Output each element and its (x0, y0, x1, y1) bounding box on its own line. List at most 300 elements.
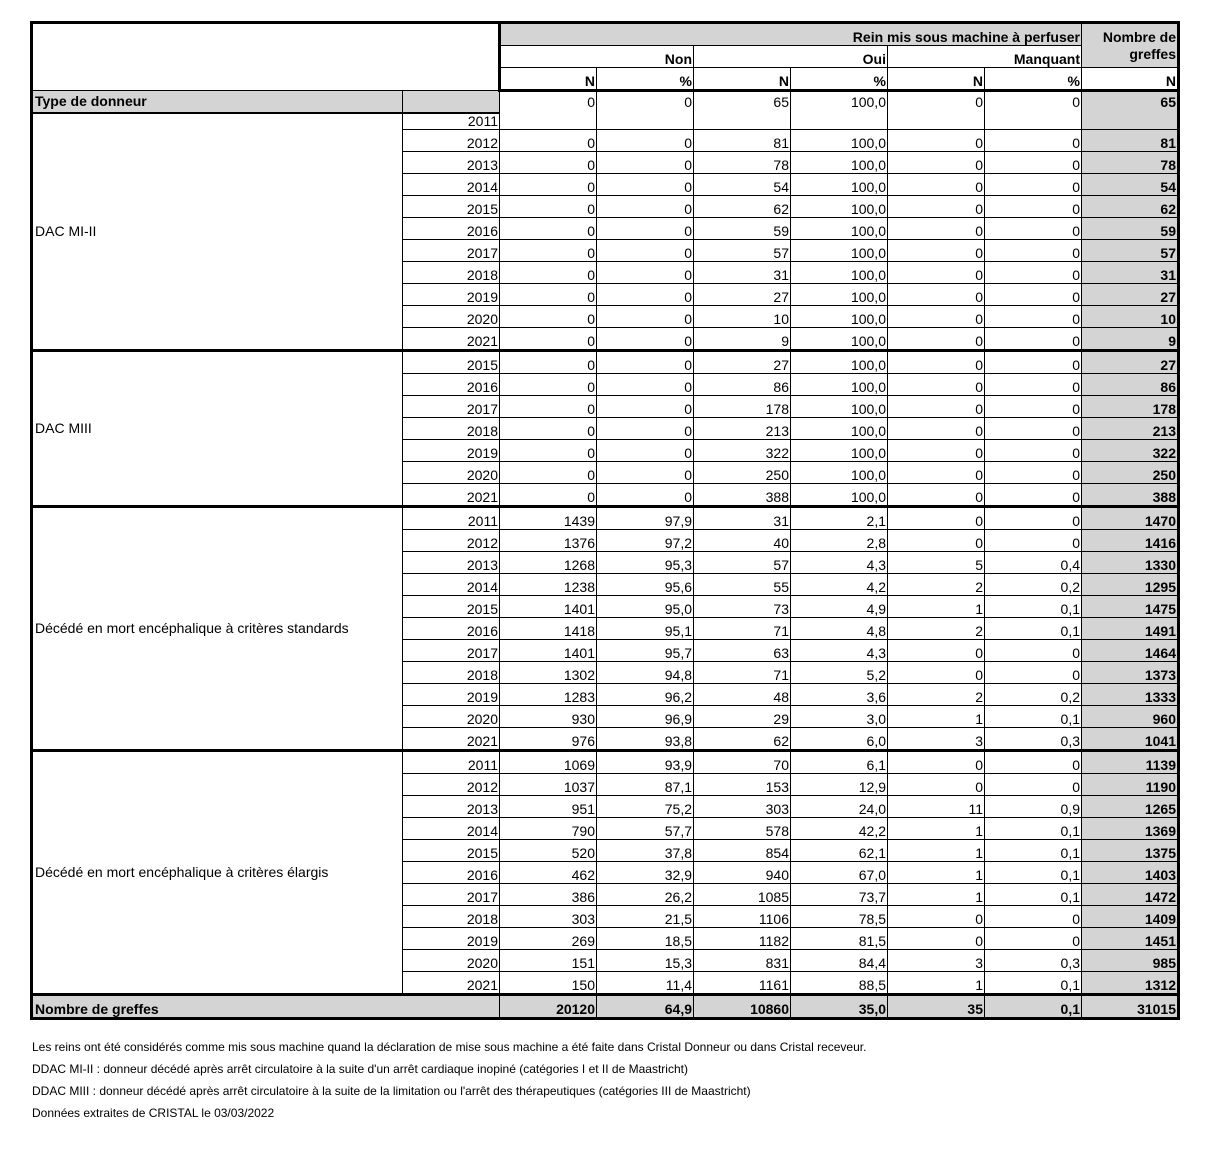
man-pct-cell: 0 (985, 640, 1082, 662)
non-pct-cell: 0 (597, 174, 694, 196)
oui-n-cell: 578 (694, 818, 791, 840)
total-cell: 250 (1082, 462, 1179, 484)
total-cell: 1295 (1082, 574, 1179, 596)
machine-perfusion-header: Rein mis sous machine à perfuser (500, 23, 1082, 46)
non-n-cell: 151 (500, 950, 597, 972)
oui-n-cell: 940 (694, 862, 791, 884)
year-cell: 2013 (403, 152, 500, 174)
oui-n-cell: 9 (694, 328, 791, 351)
oui-n-header: N (694, 68, 791, 91)
total-cell: 1373 (1082, 662, 1179, 684)
footnotes (32, 1036, 866, 1124)
non-n-cell: 269 (500, 928, 597, 950)
man-n-cell: 0 (888, 306, 985, 328)
man-pct-cell: 0,3 (985, 728, 1082, 751)
man-n-cell: 11 (888, 796, 985, 818)
man-pct-cell: 0,3 (985, 950, 1082, 972)
man-n-cell: 1 (888, 596, 985, 618)
year-cell: 2018 (403, 906, 500, 928)
oui-pct-cell: 100,0 (791, 440, 888, 462)
man-pct-cell: 0,1 (985, 818, 1082, 840)
year-cell: 2013 (403, 796, 500, 818)
oui-n-cell: 31 (694, 507, 791, 530)
oui-pct-cell: 100,0 (791, 91, 888, 114)
man-n-cell: 2 (888, 574, 985, 596)
oui-pct-cell: 5,2 (791, 662, 888, 684)
oui-pct-cell: 100,0 (791, 152, 888, 174)
non-n-cell: 0 (500, 462, 597, 484)
oui-pct-cell: 62,1 (791, 840, 888, 862)
non-n-cell: 0 (500, 130, 597, 152)
year-cell: 2013 (403, 552, 500, 574)
oui-pct-cell: 100,0 (791, 262, 888, 284)
non-n-cell: 0 (500, 306, 597, 328)
oui-n-cell: 71 (694, 618, 791, 640)
merged-cell-filler (694, 113, 791, 130)
non-n-cell: 976 (500, 728, 597, 751)
man-n-cell: 0 (888, 174, 985, 196)
man-n-cell: 2 (888, 684, 985, 706)
oui-n-cell: 27 (694, 284, 791, 306)
manquant-header: Manquant (888, 46, 1082, 68)
table-row (32, 113, 1179, 130)
non-pct-cell: 0 (597, 351, 694, 374)
non-n-cell: 790 (500, 818, 597, 840)
table-row (32, 751, 1179, 774)
total-cell: 31 (1082, 262, 1179, 284)
man-n-cell: 1 (888, 818, 985, 840)
man-n-cell: 0 (888, 418, 985, 440)
man-n-cell: 3 (888, 950, 985, 972)
total-oui-pct-cell: 35,0 (791, 995, 888, 1019)
total-cell: 322 (1082, 440, 1179, 462)
oui-n-cell: 57 (694, 240, 791, 262)
oui-pct-cell: 6,1 (791, 751, 888, 774)
non-n-cell: 0 (500, 196, 597, 218)
total-cell: 1416 (1082, 530, 1179, 552)
total-cell: 1475 (1082, 596, 1179, 618)
total-cell: 1464 (1082, 640, 1179, 662)
total-non-n-cell: 20120 (500, 995, 597, 1019)
non-pct-cell: 97,9 (597, 507, 694, 530)
man-n-cell: 0 (888, 440, 985, 462)
total-non-pct-cell: 64,9 (597, 995, 694, 1019)
total-cell: 1409 (1082, 906, 1179, 928)
man-pct-cell: 0,1 (985, 840, 1082, 862)
man-n-cell: 0 (888, 152, 985, 174)
oui-pct-cell: 100,0 (791, 196, 888, 218)
total-cell: 27 (1082, 351, 1179, 374)
man-pct-cell: 0,1 (985, 596, 1082, 618)
type-donneur-header: Type de donneur (32, 91, 403, 114)
non-pct-cell: 18,5 (597, 928, 694, 950)
man-n-cell: 0 (888, 396, 985, 418)
non-n-cell: 1418 (500, 618, 597, 640)
year-cell: 2015 (403, 596, 500, 618)
non-pct-cell: 0 (597, 262, 694, 284)
oui-n-cell: 831 (694, 950, 791, 972)
year-cell: 2020 (403, 306, 500, 328)
non-pct-cell: 15,3 (597, 950, 694, 972)
non-pct-cell: 37,8 (597, 840, 694, 862)
non-n-header: N (500, 68, 597, 91)
year-cell: 2016 (403, 218, 500, 240)
man-n-cell: 0 (888, 351, 985, 374)
non-pct-cell: 95,3 (597, 552, 694, 574)
non-n-cell: 386 (500, 884, 597, 906)
man-n-cell: 5 (888, 552, 985, 574)
oui-n-cell: 322 (694, 440, 791, 462)
man-pct-cell: 0 (985, 196, 1082, 218)
non-pct-cell: 95,6 (597, 574, 694, 596)
man-pct-cell: 0 (985, 152, 1082, 174)
man-n-cell: 0 (888, 218, 985, 240)
total-cell: 1451 (1082, 928, 1179, 950)
non-n-cell: 0 (500, 328, 597, 351)
man-n-cell: 0 (888, 240, 985, 262)
oui-n-cell: 153 (694, 774, 791, 796)
non-n-cell: 930 (500, 706, 597, 728)
man-pct-cell: 0 (985, 418, 1082, 440)
oui-n-cell: 388 (694, 484, 791, 507)
year-cell: 2017 (403, 884, 500, 906)
man-pct-cell: 0 (985, 218, 1082, 240)
total-man-pct-cell: 0,1 (985, 995, 1082, 1019)
year-cell: 2014 (403, 818, 500, 840)
non-pct-cell: 95,1 (597, 618, 694, 640)
oui-n-cell: 1182 (694, 928, 791, 950)
oui-n-cell: 65 (694, 91, 791, 114)
year-cell: 2020 (403, 462, 500, 484)
man-pct-cell: 0 (985, 662, 1082, 684)
non-n-cell: 1439 (500, 507, 597, 530)
non-n-cell: 1401 (500, 596, 597, 618)
oui-pct-cell: 4,3 (791, 552, 888, 574)
non-n-cell: 0 (500, 262, 597, 284)
total-row (32, 995, 1179, 1019)
year-cell: 2017 (403, 640, 500, 662)
man-pct-cell: 0 (985, 374, 1082, 396)
non-n-cell: 1302 (500, 662, 597, 684)
non-n-cell: 0 (500, 484, 597, 507)
total-n-header: N (1082, 68, 1179, 91)
man-pct-cell: 0 (985, 906, 1082, 928)
oui-n-cell: 27 (694, 351, 791, 374)
donor-type-label: Décédé en mort encéphalique à critères élargis (32, 751, 403, 995)
oui-pct-cell: 2,8 (791, 530, 888, 552)
non-n-cell: 1037 (500, 774, 597, 796)
non-pct-cell: 96,2 (597, 684, 694, 706)
non-pct-cell: 26,2 (597, 884, 694, 906)
man-pct-cell: 0,1 (985, 706, 1082, 728)
oui-pct-cell: 88,5 (791, 972, 888, 995)
non-pct-cell: 75,2 (597, 796, 694, 818)
non-pct-cell: 95,0 (597, 596, 694, 618)
oui-pct-cell: 3,6 (791, 684, 888, 706)
oui-n-cell: 59 (694, 218, 791, 240)
man-n-cell: 1 (888, 706, 985, 728)
oui-n-cell: 1085 (694, 884, 791, 906)
oui-pct-cell: 73,7 (791, 884, 888, 906)
oui-pct-header: % (791, 68, 888, 91)
oui-n-cell: 71 (694, 662, 791, 684)
man-n-cell: 0 (888, 751, 985, 774)
oui-n-cell: 10 (694, 306, 791, 328)
man-n-cell: 0 (888, 374, 985, 396)
non-n-cell: 303 (500, 906, 597, 928)
man-pct-cell: 0 (985, 240, 1082, 262)
man-pct-cell: 0 (985, 174, 1082, 196)
donor-type-label: DAC MI-II (32, 113, 403, 351)
oui-n-cell: 86 (694, 374, 791, 396)
oui-pct-cell: 4,8 (791, 618, 888, 640)
man-pct-cell: 0,1 (985, 972, 1082, 995)
merged-cell-filler (1082, 113, 1179, 130)
oui-header: Oui (694, 46, 888, 68)
footnote: Les reins ont été considérés comme mis sous machine quand la déclaration de mise sous machine a été faite dans Cristal Donneur ou dans Cristal receveur. (32, 1040, 867, 1054)
man-pct-cell: 0 (985, 284, 1082, 306)
year-cell: 2019 (403, 684, 500, 706)
year-cell: 2011 (403, 113, 500, 130)
oui-n-cell: 81 (694, 130, 791, 152)
man-pct-cell: 0 (985, 351, 1082, 374)
total-cell: 1472 (1082, 884, 1179, 906)
man-pct-cell: 0 (985, 530, 1082, 552)
year-cell: 2021 (403, 972, 500, 995)
non-pct-cell: 0 (597, 91, 694, 114)
non-n-cell: 0 (500, 218, 597, 240)
merged-cell-filler (985, 113, 1082, 130)
oui-pct-cell: 67,0 (791, 862, 888, 884)
man-pct-cell: 0,1 (985, 884, 1082, 906)
oui-pct-cell: 24,0 (791, 796, 888, 818)
man-n-cell: 1 (888, 972, 985, 995)
non-n-cell: 0 (500, 374, 597, 396)
total-cell: 78 (1082, 152, 1179, 174)
total-cell: 27 (1082, 284, 1179, 306)
total-cell: 1470 (1082, 507, 1179, 530)
total-cell: 1491 (1082, 618, 1179, 640)
manquant-pct-header: % (985, 68, 1082, 91)
man-pct-cell: 0 (985, 928, 1082, 950)
year-cell: 2020 (403, 950, 500, 972)
merged-cell-filler (791, 113, 888, 130)
oui-pct-cell: 100,0 (791, 418, 888, 440)
total-oui-n-cell: 10860 (694, 995, 791, 1019)
oui-pct-cell: 100,0 (791, 174, 888, 196)
man-pct-cell: 0,1 (985, 618, 1082, 640)
total-cell: 388 (1082, 484, 1179, 507)
total-cell: 1139 (1082, 751, 1179, 774)
man-pct-cell: 0 (985, 484, 1082, 507)
oui-pct-cell: 100,0 (791, 351, 888, 374)
year-cell: 2016 (403, 374, 500, 396)
merged-cell-filler (500, 113, 597, 130)
oui-pct-cell: 6,0 (791, 728, 888, 751)
man-n-cell: 0 (888, 928, 985, 950)
oui-n-cell: 54 (694, 174, 791, 196)
man-n-cell: 0 (888, 262, 985, 284)
man-pct-cell: 0 (985, 396, 1082, 418)
man-n-cell: 0 (888, 484, 985, 507)
year-cell: 2019 (403, 284, 500, 306)
man-n-cell: 0 (888, 774, 985, 796)
total-cell: 86 (1082, 374, 1179, 396)
year-cell: 2014 (403, 174, 500, 196)
non-pct-cell: 57,7 (597, 818, 694, 840)
total-cell: 81 (1082, 130, 1179, 152)
non-n-cell: 0 (500, 418, 597, 440)
footnote: DDAC MIII : donneur décédé après arrêt circulatoire à la suite de la limitation ou l'arrêt des thérapeutiques (catégories III de Maastricht) (32, 1084, 751, 1098)
oui-n-cell: 62 (694, 728, 791, 751)
total-cell: 9 (1082, 328, 1179, 351)
kidney-perfusion-table (30, 21, 1180, 1020)
man-n-cell: 2 (888, 618, 985, 640)
year-cell: 2018 (403, 662, 500, 684)
man-pct-cell: 0,2 (985, 574, 1082, 596)
year-cell: 2015 (403, 840, 500, 862)
non-n-cell: 1376 (500, 530, 597, 552)
year-cell: 2016 (403, 862, 500, 884)
non-pct-cell: 0 (597, 218, 694, 240)
merged-cell-filler (597, 113, 694, 130)
year-cell: 2018 (403, 262, 500, 284)
donor-type-label: Décédé en mort encéphalique à critères standards (32, 507, 403, 751)
total-cell: 1369 (1082, 818, 1179, 840)
year-cell: 2019 (403, 440, 500, 462)
non-pct-cell: 11,4 (597, 972, 694, 995)
oui-pct-cell: 12,9 (791, 774, 888, 796)
non-n-cell: 0 (500, 351, 597, 374)
man-n-cell: 0 (888, 328, 985, 351)
table-row (32, 351, 1179, 374)
non-pct-cell: 87,1 (597, 774, 694, 796)
non-pct-cell: 95,7 (597, 640, 694, 662)
total-cell: 1375 (1082, 840, 1179, 862)
year-cell: 2021 (403, 728, 500, 751)
table-row (32, 507, 1179, 530)
non-pct-cell: 96,9 (597, 706, 694, 728)
non-n-cell: 0 (500, 91, 597, 114)
total-row-label: Nombre de greffes (32, 995, 500, 1019)
oui-pct-cell: 78,5 (791, 906, 888, 928)
non-pct-cell: 32,9 (597, 862, 694, 884)
total-cell: 62 (1082, 196, 1179, 218)
merged-cell-filler (888, 113, 985, 130)
non-n-cell: 0 (500, 240, 597, 262)
man-n-cell: 0 (888, 530, 985, 552)
year-cell: 2019 (403, 928, 500, 950)
man-n-cell: 1 (888, 862, 985, 884)
non-n-cell: 1401 (500, 640, 597, 662)
year-cell: 2017 (403, 396, 500, 418)
non-pct-cell: 93,8 (597, 728, 694, 751)
total-cell: 1312 (1082, 972, 1179, 995)
oui-n-cell: 1106 (694, 906, 791, 928)
man-pct-cell: 0 (985, 507, 1082, 530)
total-total-cell: 31015 (1082, 995, 1179, 1019)
year-cell: 2012 (403, 774, 500, 796)
non-pct-cell: 0 (597, 484, 694, 507)
non-n-cell: 951 (500, 796, 597, 818)
year-cell: 2021 (403, 328, 500, 351)
total-cell: 1265 (1082, 796, 1179, 818)
footnote: DDAC MI-II : donneur décédé après arrêt circulatoire à la suite d'un arrêt cardiaque inopiné (catégories I et II de Maastricht) (32, 1062, 688, 1076)
oui-n-cell: 57 (694, 552, 791, 574)
man-n-cell: 0 (888, 91, 985, 114)
man-n-cell: 1 (888, 884, 985, 906)
oui-pct-cell: 4,2 (791, 574, 888, 596)
man-n-cell: 0 (888, 462, 985, 484)
non-n-cell: 1069 (500, 751, 597, 774)
non-n-cell: 0 (500, 152, 597, 174)
oui-pct-cell: 100,0 (791, 284, 888, 306)
year-cell: 2015 (403, 351, 500, 374)
oui-pct-cell: 100,0 (791, 240, 888, 262)
man-n-cell: 0 (888, 507, 985, 530)
non-pct-cell: 0 (597, 196, 694, 218)
total-cell: 213 (1082, 418, 1179, 440)
non-header: Non (500, 46, 694, 68)
non-n-cell: 462 (500, 862, 597, 884)
non-n-cell: 150 (500, 972, 597, 995)
man-pct-cell: 0 (985, 91, 1082, 114)
oui-pct-cell: 84,4 (791, 950, 888, 972)
oui-pct-cell: 4,3 (791, 640, 888, 662)
oui-n-cell: 854 (694, 840, 791, 862)
non-pct-header: % (597, 68, 694, 91)
non-n-cell: 0 (500, 284, 597, 306)
table-row (32, 91, 1179, 114)
oui-n-cell: 55 (694, 574, 791, 596)
non-n-cell: 0 (500, 440, 597, 462)
oui-n-cell: 1161 (694, 972, 791, 995)
non-pct-cell: 93,9 (597, 751, 694, 774)
non-pct-cell: 21,5 (597, 906, 694, 928)
non-pct-cell: 0 (597, 240, 694, 262)
non-pct-cell: 0 (597, 440, 694, 462)
total-cell: 65 (1082, 91, 1179, 114)
year-cell: 2011 (403, 507, 500, 530)
year-cell: 2017 (403, 240, 500, 262)
man-n-cell: 0 (888, 906, 985, 928)
oui-pct-cell: 4,9 (791, 596, 888, 618)
non-n-cell: 0 (500, 396, 597, 418)
man-pct-cell: 0,9 (985, 796, 1082, 818)
total-cell: 960 (1082, 706, 1179, 728)
year-cell: 2012 (403, 530, 500, 552)
oui-pct-cell: 100,0 (791, 306, 888, 328)
non-pct-cell: 0 (597, 130, 694, 152)
non-n-cell: 0 (500, 174, 597, 196)
non-n-cell: 520 (500, 840, 597, 862)
year-cell: 2018 (403, 418, 500, 440)
man-n-cell: 0 (888, 640, 985, 662)
man-n-cell: 0 (888, 196, 985, 218)
non-pct-cell: 0 (597, 418, 694, 440)
header-row-1 (32, 23, 1179, 46)
year-cell: 2020 (403, 706, 500, 728)
footnote: Données extraites de CRISTAL le 03/03/2022 (32, 1106, 275, 1120)
year-cell: 2012 (403, 130, 500, 152)
oui-pct-cell: 100,0 (791, 462, 888, 484)
man-pct-cell: 0 (985, 751, 1082, 774)
total-cell: 1403 (1082, 862, 1179, 884)
non-pct-cell: 97,2 (597, 530, 694, 552)
oui-pct-cell: 3,0 (791, 706, 888, 728)
oui-pct-cell: 100,0 (791, 328, 888, 351)
oui-n-cell: 250 (694, 462, 791, 484)
